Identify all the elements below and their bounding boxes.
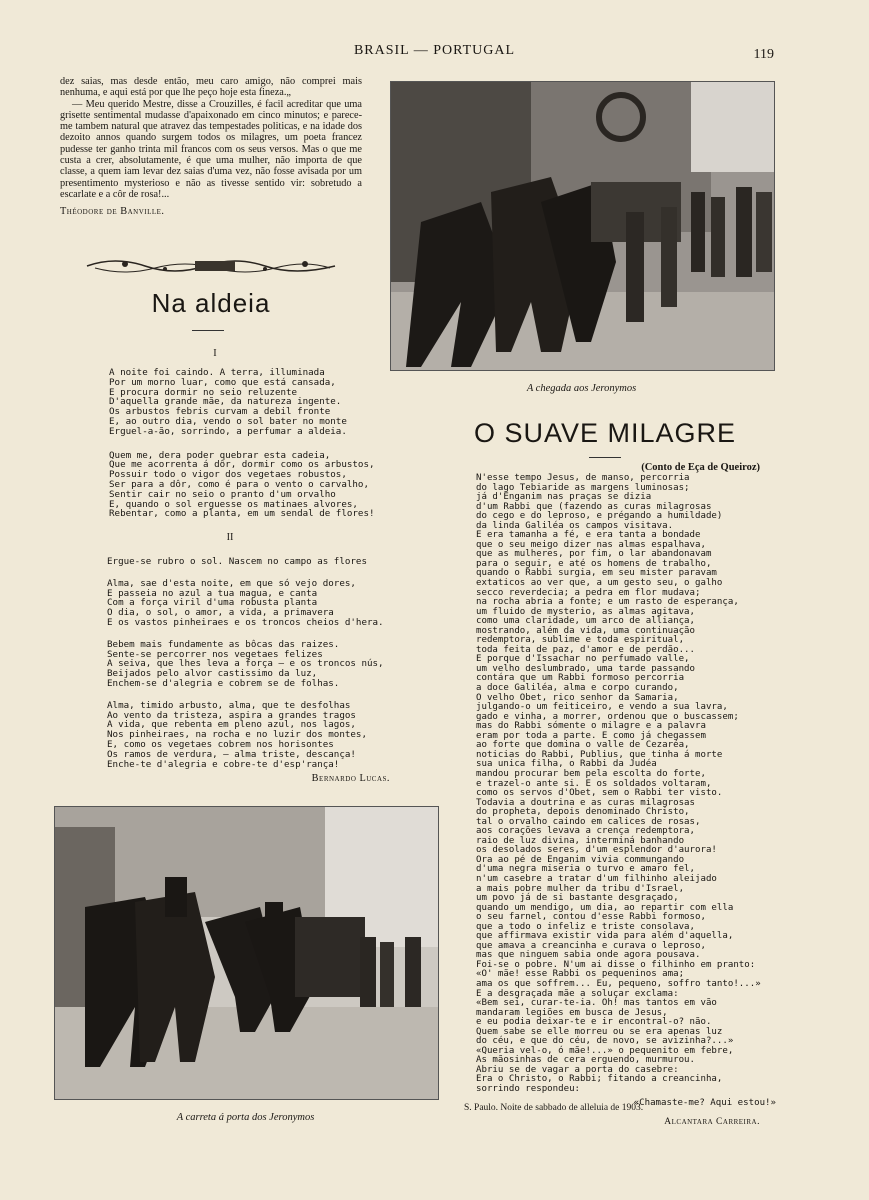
intro-signature: Théodore de Banville.	[60, 206, 165, 218]
photo-illustration	[391, 82, 774, 370]
story-line: que o seu meigo dizer nas almas espalhava,	[476, 539, 706, 550]
story-line: E era tamanha a fé, e era tanta a bondade	[476, 530, 701, 541]
title-rule	[192, 330, 224, 331]
photo-caption: A chegada aos Jeronymos	[526, 383, 637, 394]
story-line: quando o Rabbi surgia, em seu mister paravam	[476, 568, 717, 579]
story-signature: Alcantara Carreira.	[664, 1117, 760, 1127]
story-subtitle: (Conto de Eça de Queiroz)	[641, 462, 760, 473]
stanza	[109, 368, 359, 437]
story-line: ama os que soffrem... Eu, pequeno, soffro tanto!...»	[476, 978, 761, 989]
story-line: mandaram legiões em busca de Jesus,	[476, 1007, 668, 1018]
story-line: As mãosinhas de cera erguendo, murmurou.	[476, 1055, 695, 1066]
verse-line: Alma, timido arbusto, alma, que te desfolhas	[107, 699, 351, 711]
photo-illustration	[55, 807, 438, 1099]
story-line: tal o orvalho caindo em calices de rosas,	[476, 816, 701, 827]
stanza	[107, 638, 384, 689]
story-line: que affirmava existir vida para além d'aquella,	[476, 931, 734, 942]
story-line: mostrando, além da vida, uma continuação	[476, 625, 695, 636]
story-line: Todavia a doutrina e as curas milagrosas	[476, 797, 695, 808]
story-line: ao forte que domina o valle de Cezaréa,	[476, 740, 690, 751]
page-number: 119	[753, 47, 774, 62]
verse-line: Por um morno luar, como que está cansada,	[109, 376, 336, 388]
photo-caption: A carreta á porta dos Jeronymos	[176, 1112, 315, 1123]
poem-signature: Bernardo Lucas.	[311, 773, 390, 784]
story-line: «O' mãe! esse Rabbi os pequeninos ama;	[476, 969, 685, 980]
verse-line: Enche-te d'alegria e cobre-te d'esp'rança!	[107, 758, 340, 770]
title-rule	[589, 457, 621, 458]
story-line: contára que um Rabbi formoso percorria	[476, 673, 685, 684]
verse-line: Sente-se percorrer nos vegetaes felizes	[107, 648, 323, 660]
verse-line: Sentir cair no seio o pranto d'um orvalho	[109, 488, 336, 500]
story-line: um velho deslumbrado, uma tarde passando	[476, 663, 695, 674]
verse-line: Os arbustos febris curvam a debil fronte	[109, 406, 331, 418]
verse-line: Com a força viril d'uma robusta planta	[107, 597, 318, 609]
verse-line: Ergue-se rubro o sol. Nascem no campo as flores	[107, 556, 367, 567]
verse-line: E, ao outro dia, vendo o sol bater no monte	[109, 415, 347, 427]
story-line: raio de luz divina, interminá banhando	[476, 835, 685, 846]
story-line: os desolados seres, d'um esplendor d'aurora!	[476, 845, 717, 856]
story-line: mas que ninguem sabia onde agora pousava.	[476, 950, 701, 961]
verse-line: E, como os vegetaes cobrem nos horisontes	[107, 738, 334, 750]
story-line: do cego e do leproso, e prégando a humildade)	[476, 511, 723, 522]
story-line: mas do Rabbi sómente o milagre e a palavra	[476, 721, 706, 732]
verse-line: E procura dormir no seio reluzente	[109, 386, 298, 398]
story-line: julgando-o um feiticeiro, e vendo a sua lavra,	[476, 702, 728, 713]
verse-line: Possuir todo o vigor dos vegetaes robustos,	[109, 469, 347, 481]
story-line: N'esse tempo Jesus, de manso, percorria	[476, 473, 690, 483]
running-header	[0, 43, 869, 63]
verse-line: E os vastos pinheiraes e os troncos cheios d'hera.	[107, 616, 384, 628]
part-numeral: II	[226, 532, 234, 543]
story-line: extaticos ao ver que, a um gesto seu, o galho	[476, 578, 723, 589]
story-line: para o seguir, e até os homens de trabalho,	[476, 558, 712, 569]
verse-line: Bebem mais fundamente as bôcas das raizes.	[107, 638, 340, 650]
story-line: sorrindo respondeu:	[476, 1084, 581, 1094]
story-line: sua unica filha, o Rabbi da Judéa	[476, 759, 657, 770]
story-line: que a todo o infeliz e triste consolava,	[476, 921, 695, 932]
story-line: eram por toda a parte. E como já chegassem	[476, 730, 706, 741]
story-line: um povo já de si bastante desgraçado,	[476, 893, 679, 904]
verse-line: Beijados pelo alvor castissimo da luz,	[107, 668, 318, 680]
verse-line: Erguel-a-ão, sorrindo, a perfumar a aldeia.	[109, 425, 347, 437]
story-line: Era o Christo, o Rabbi; fitando a creancinha,	[476, 1074, 723, 1085]
intro-text	[60, 76, 362, 218]
story-body	[476, 474, 776, 1108]
verse-line: A vida, que rebenta em pleno azul, nos lagos,	[107, 719, 356, 731]
story-line: do propheta, depois denominado Christo,	[476, 807, 690, 818]
verse-line: A seiva, que lhes leva a força — e os troncos nús,	[107, 658, 384, 670]
verse-line: Ser para a dôr, como é para o vento o carvalho,	[109, 478, 369, 490]
story-line: gado e vinha, a morrer, ordenou que o buscassem;	[476, 711, 739, 722]
story-line: como uma claridade, um arco de alliança,	[476, 616, 695, 627]
verse-line: Nos pinheiraes, na rocha e no luzir dos montes,	[107, 729, 367, 741]
story-line: Abriu se de vagar a porta do casebre:	[476, 1064, 679, 1075]
story-line: que amava a creancinha e curava o leproso,	[476, 940, 706, 951]
intro-paragraph: dez saias, mas desde então, meu caro amigo, não comprei mais nenhuma, e aqui está por que lhe peço hoje esta fineza.„	[60, 76, 362, 99]
story-line: do céu, e que do céu, de novo, se avizinha?...»	[476, 1036, 734, 1047]
verse-line: E passeia no azul a tua magua, e canta	[107, 587, 318, 599]
story-line: O velho Obet, rico senhor da Samaria,	[476, 692, 679, 703]
story-line: e trazel-o ante si. E os soldados voltaram,	[476, 778, 712, 789]
story-line: E porque d'Issachar no perfumado valle,	[476, 654, 690, 665]
ornament-divider	[85, 256, 337, 276]
photo-arrival-jeronymos	[390, 81, 775, 371]
story-line: a doce Galiléa, alma e corpo curando,	[476, 683, 679, 694]
verse-line: Os ramos de verdura, — alma triste, descança!	[107, 748, 356, 760]
story-line: Quem sabe se elle morreu ou se era apenas luz	[476, 1026, 723, 1037]
verse-line: Alma, sae d'esta noite, em que só vejo dores,	[107, 577, 356, 589]
intro-paragraph: — Meu querido Mestre, disse a Crouzilles, é facil acreditar que uma grisette sentimental mudasse d'apaixonado em cinco minutos; e parece-me tambem natural que atravez das tempestades politicas, e na idade dos dezoito annos quando surgem todos os milagres, um poeta francez pudesse ter ganho trinta mil francos com os seus versos. Mas o que me custa a crer, absolutamente, é que uma mulher, não importa de que classe, a quem iam levar dez saias d'uma vez, não fosse avisada por um presentimento mysterioso e não as tivesse sentido vir: sobretudo a escarlate e a côr de rosa!...	[60, 98, 362, 200]
story-line: secco reverdecia; a pedra em flor mudava;	[476, 587, 701, 598]
story-line: Ora ao pé de Enganim vivia commungando	[476, 854, 685, 865]
story-line: a mais pobre mulher da tribu d'Israel,	[476, 883, 685, 894]
stanza	[109, 449, 375, 520]
running-title: BRASIL — PORTUGAL	[353, 43, 516, 58]
story-line: E a desgraçada mãe a soluçar exclama:	[476, 988, 679, 999]
verse-line: Ao vento da tristeza, aspira a grandes tragos	[107, 709, 356, 721]
photo-carriage-jeronymos	[54, 806, 439, 1100]
stanza	[107, 557, 367, 567]
part-numeral: I	[213, 348, 217, 359]
story-line: aos corações levava a crença redemptora,	[476, 826, 695, 837]
poem-part-2	[107, 556, 384, 777]
verse-line: Que me acorrenta á dôr, dormir como os arbustos,	[109, 459, 375, 471]
verse-line: D'aquella grande mãe, da natureza ingente.	[109, 396, 342, 408]
story-line: que as mulheres, por fim, o lar abandonavam	[476, 549, 712, 560]
verse-line: O dia, o sol, o amor, a vida, a primavera	[107, 607, 334, 619]
story-line: noticias do Rabbi, Publius, que tinha á morte	[476, 749, 723, 760]
story-title: O SUAVE MILAGRE	[473, 418, 737, 448]
story-line: o seu farnel, contou d'esse Rabbi formoso,	[476, 912, 706, 923]
story-line: quando um mendigo, um dia, ao repartir com ella	[476, 902, 734, 913]
story-line: d'um Rabbi que (fazendo as curas milagrosas	[476, 501, 712, 512]
stanza	[107, 577, 384, 628]
story-line: já d'Enganim nas praças se dizia	[476, 492, 652, 503]
story-line: mandou procurar bem pela escolta do forte,	[476, 768, 706, 779]
story-line: d'uma negra miseria o turvo e amaro fel,	[476, 864, 695, 875]
story-line: como os servos d'Obet, sem o Rabbi ter visto.	[476, 788, 723, 799]
story-line: n'um casebre a tratar d'um filhinho aleijado	[476, 873, 717, 884]
poem-part-1	[109, 367, 375, 527]
poem-title: Na aldeia	[151, 288, 271, 318]
verse-line: A noite foi caindo. A terra, illuminada	[109, 367, 325, 378]
story-line: na rocha abria a fonte; e um rasto de esperança,	[476, 597, 739, 608]
verse-line: Rebentar, como a planta, em um sendal de flores!	[109, 508, 375, 520]
story-line: um fluido de mysterio, as almas agitava,	[476, 606, 695, 617]
story-line: Foi-se o pobre. N'um ai disse o filhinho em pranto:	[476, 959, 756, 970]
story-place-date: S. Paulo. Noite de sabbado de alleluia de 1903.	[464, 1103, 644, 1113]
story-line: toda feita de paz, d'amor e de perdão...	[476, 644, 695, 655]
story-line: do lago Tebiaride as margens luminosas;	[476, 482, 690, 493]
story-line: «Queria vel-o, ó mãe!...» o pequenito em febre,	[476, 1045, 734, 1056]
verse-line: Enchem-se d'alegria e cobrem se de folhas.	[107, 677, 340, 689]
story-line: «Bem sei, curar-te-ia. Oh! mas tantos em vão	[476, 998, 717, 1009]
story-line: e eu podia deixar-te e ir encontral-o? não.	[476, 1017, 712, 1028]
verse-line: Quem me, dera poder quebrar esta cadeia,	[109, 449, 331, 461]
story-line: da linda Galiléa os campos visitava.	[476, 520, 674, 531]
stanza	[107, 701, 367, 770]
verse-line: E, quando o sol erguesse os matinaes alvores,	[109, 498, 358, 510]
story-line: redemptora, sublime e toda espiritual,	[476, 635, 685, 646]
story-line: «Chamaste-me? Aqui estou!»	[633, 1097, 776, 1108]
